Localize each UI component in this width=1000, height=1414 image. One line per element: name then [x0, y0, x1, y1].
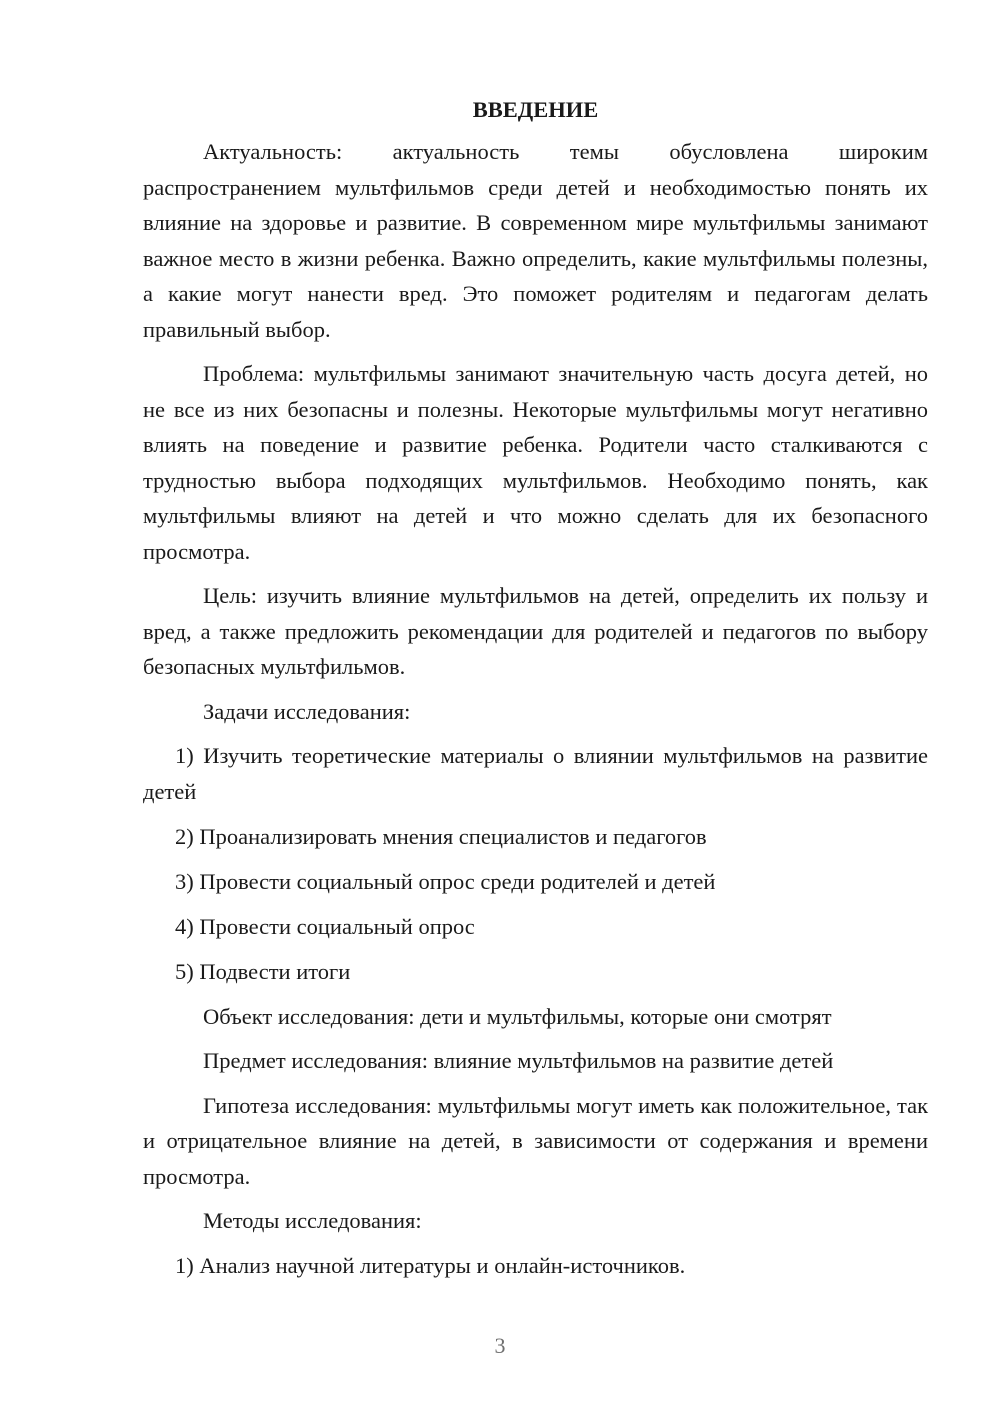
hypothesis-paragraph: Гипотеза исследования: мультфильмы могут иметь как положительное, так и отрицательное влияние на детей, в зависимости от содержания и времени просмотра.	[143, 1092, 928, 1189]
task-item-2: 2) Проанализировать мнения специалистов и педагогов	[175, 823, 707, 849]
problem-paragraph: Проблема: мультфильмы занимают значительную часть досуга детей, но не все из них безопасны и полезны. Некоторые мультфильмы могут негативно влиять на поведение и развитие ребенка. Родители часто сталкиваются с трудностью выбора подходящих мультфильмов. Необходимо понять, как мультфильмы влияют на детей и что можно сделать для их безопасного просмотра.	[143, 361, 928, 564]
task-item-3: 3) Провести социальный опрос среди родителей и детей	[175, 868, 716, 894]
page-number: 3	[494, 1333, 506, 1358]
object-paragraph: Объект исследования: дети и мультфильмы, которые они смотрят	[203, 1003, 832, 1029]
relevance-paragraph: Актуальность: актуальность темы обусловлена широким распространением мультфильмов среди детей и необходимостью понять их влияние на здоровье и развитие. В современном мире мультфильмы занимают важное место в жизни ребенка. Важно определить, какие мультфильмы полезны, а какие могут нанести вред. Это поможет родителям и педагогам делать правильный выбор.	[143, 139, 928, 342]
tasks-heading: Задачи исследования:	[203, 698, 411, 724]
methods-heading: Методы исследования:	[203, 1208, 422, 1233]
task-item-1: 1) Изучить теоретические материалы о влиянии мультфильмов на развитие детей	[143, 743, 928, 804]
section-title: ВВЕДЕНИЕ	[472, 97, 599, 122]
task-item-5: 5) Подвести итоги	[175, 958, 351, 984]
task-item-4: 4) Провести социальный опрос	[175, 913, 475, 939]
goal-paragraph: Цель: изучить влияние мультфильмов на детей, определить их пользу и вред, а также предложить рекомендации для родителей и педагогов по выбору безопасных мультфильмов.	[143, 583, 928, 679]
method-item-1: 1) Анализ научной литературы и онлайн-источников.	[175, 1252, 686, 1278]
document-page	[143, 92, 928, 1293]
subject-paragraph: Предмет исследования: влияние мультфильмов на развитие детей	[203, 1048, 834, 1073]
